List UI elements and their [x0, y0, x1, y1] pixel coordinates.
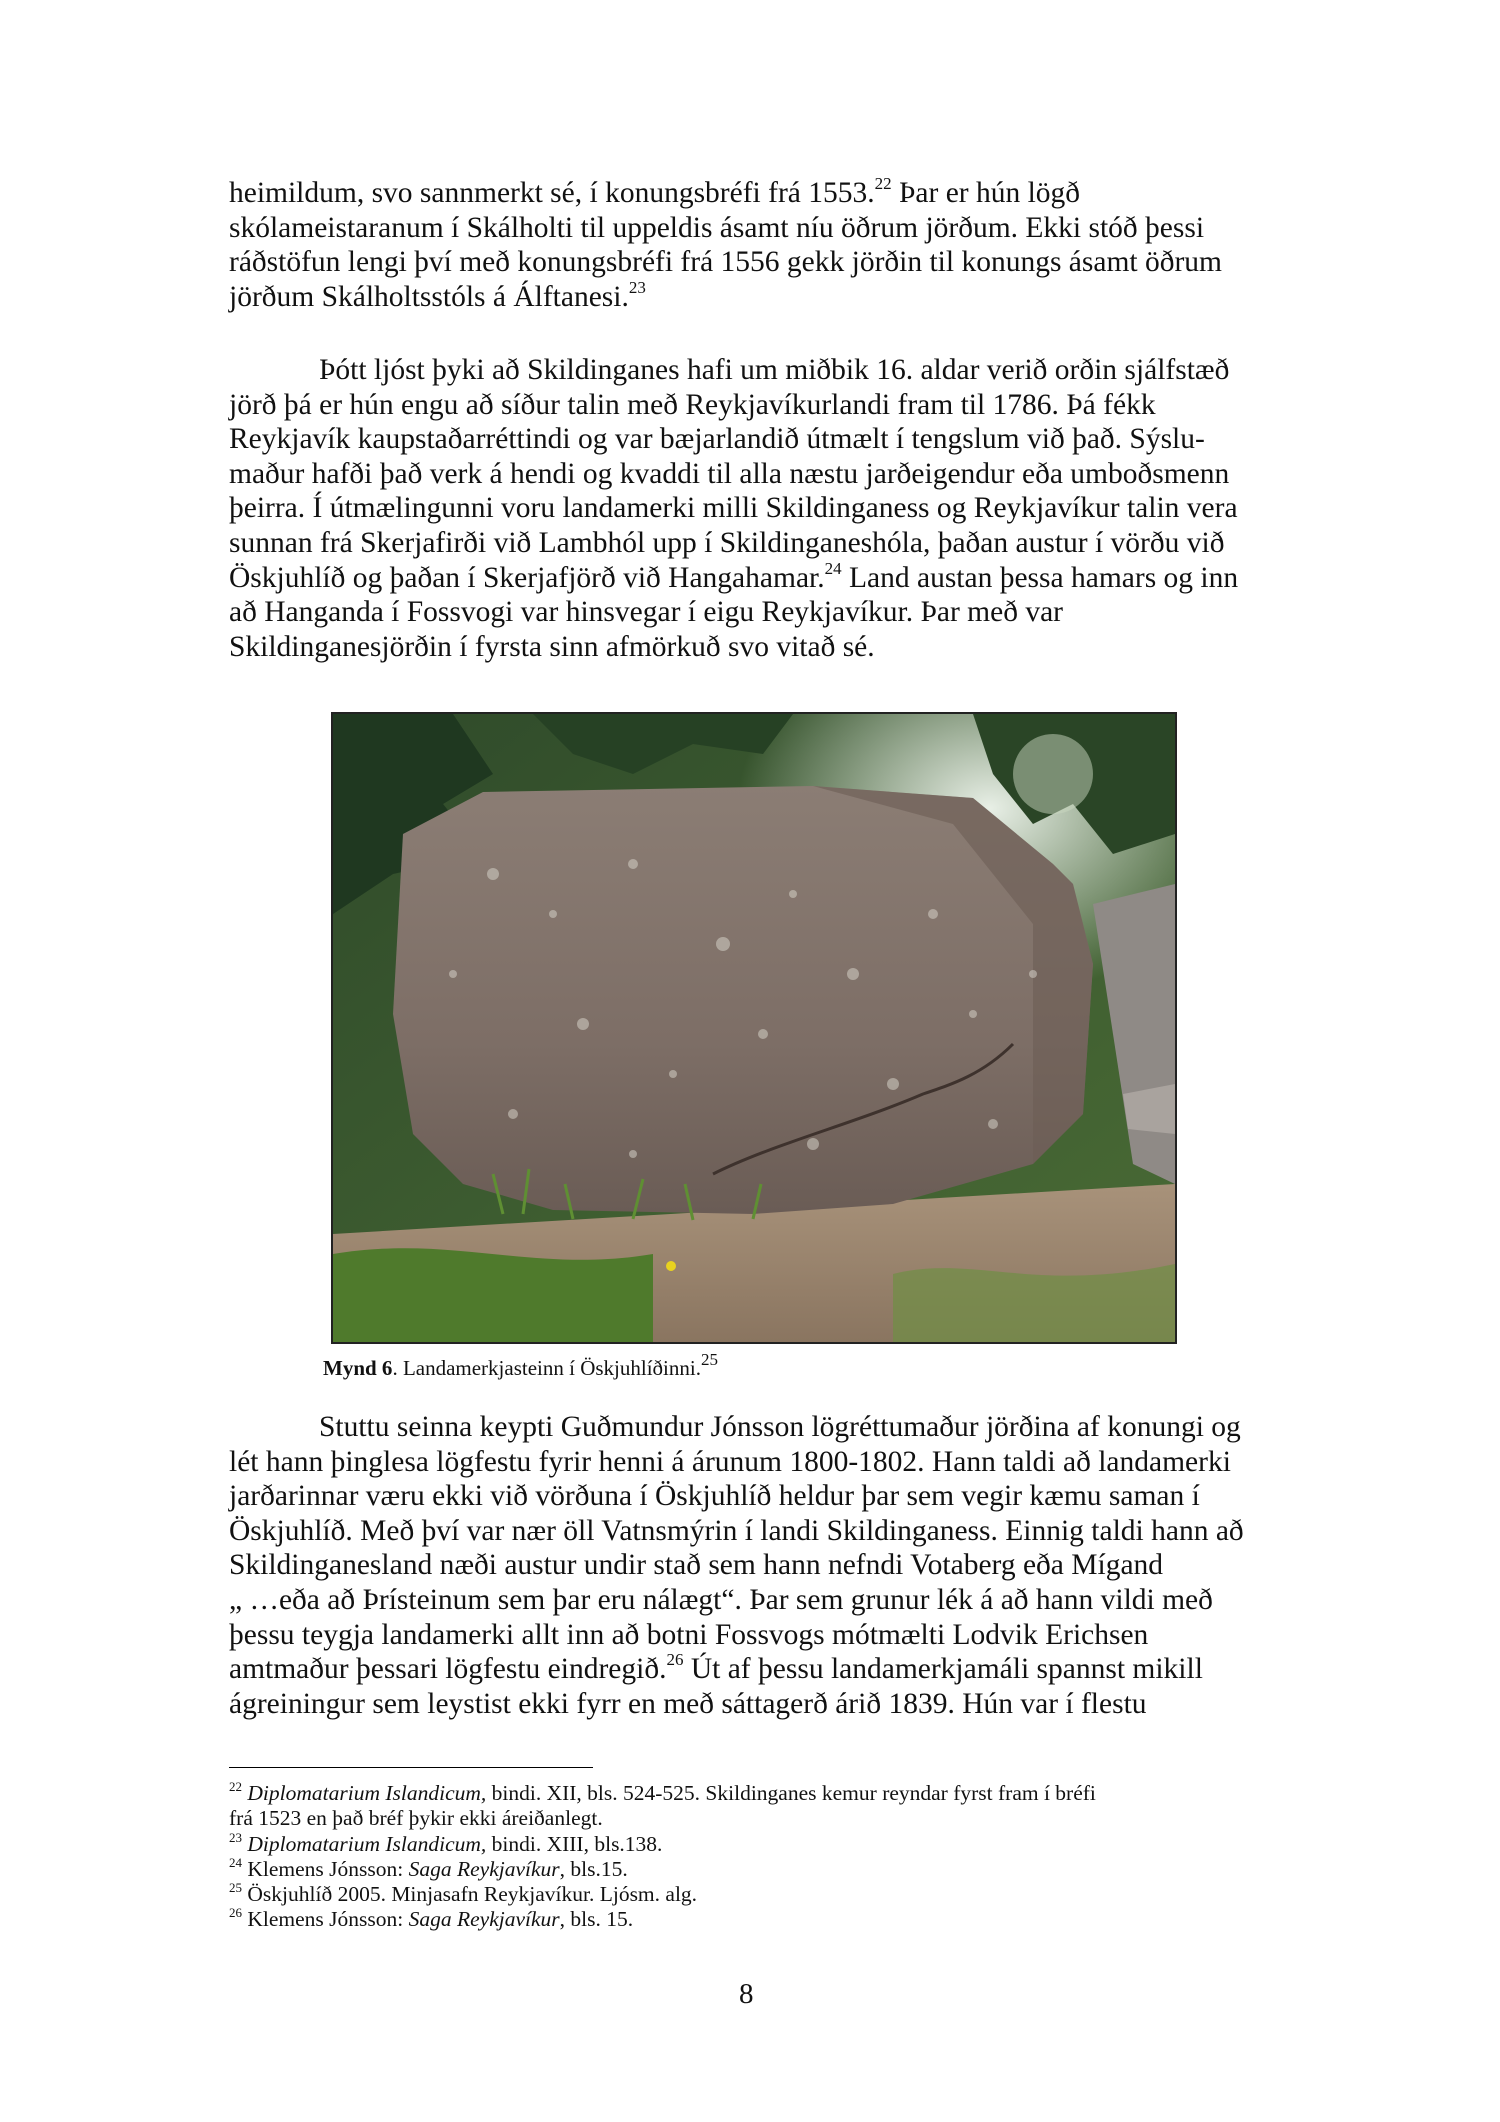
footnote-ref-24[interactable]: 24	[824, 558, 842, 578]
text-line: heimildum, svo sannmerkt sé, í konungsbréfi frá 1553.22 Þar er hún lögð	[229, 174, 1081, 209]
footnote-23: $^{23}$ Diplomatarium Islandicum, bindi. XIII, bls.138.	[229, 1829, 663, 1856]
figure-caption: Mynd 6. Landamerkjasteinn í Öskjuhlíðinni.$^{25}$	[323, 1350, 718, 1380]
text-line: skólameistaranum í Skálholti til uppeldis ásamt níu öðrum jörðum. Ekki stóð þessi	[229, 211, 1205, 244]
text-line: Reykjavík kaupstaðarréttindi og var bæjarlandið útmælt í tengslum við það. Sýslu-	[229, 423, 1205, 456]
text-line: ágreiningur sem leystist ekki fyrr en með sáttagerð árið 1839. Hún var í flestu	[229, 1687, 1147, 1720]
text-line: þeirra. Í útmælingunni voru landamerki milli Skildinganess og Reykjavíkur talin vera	[229, 492, 1238, 525]
text-line: Stuttu seinna keypti Guðmundur Jónsson lögréttumaður jörðina af konungi og	[319, 1411, 1241, 1443]
page-number: 8	[739, 1978, 754, 2010]
footnote-ref-22[interactable]: 22	[874, 174, 892, 194]
footnote-25: $^{25}$ Öskjuhlíð 2005. Minjasafn Reykjavíkur. Ljósm. alg.	[229, 1879, 698, 1906]
paragraph-1	[229, 176, 1289, 314]
text-line: lét hann þinglesa lögfestu fyrir henni á árunum 1800-1802. Hann taldi að landamerki	[229, 1445, 1231, 1478]
text-line: maður hafði það verk á hendi og kvaddi til alla næstu jarðeigendur eða umboðsmenn	[229, 457, 1230, 490]
text-line: jörð þá er hún engu að síður talin með Reykjavíkurlandi fram til 1786. Þá fékk	[229, 388, 1156, 421]
paragraph-2	[229, 353, 1289, 664]
text-line: Öskjuhlíð. Með því var nær öll Vatnsmýrin í landi Skildinganess. Einnig taldi hann að	[229, 1514, 1244, 1547]
text-line: amtmaður þessari lögfestu eindregið.$^{26}$ Út af þessu landamerkjamáli spannst mikill	[229, 1650, 1203, 1686]
text-line: „ …eða að Þrísteinum sem þar eru nálægt“. Þar sem grunur lék á að hann vildi með	[229, 1583, 1213, 1616]
text-line: ráðstöfun lengi því með konungsbréfi frá 1556 gekk jörðin til konungs ásamt öðrum	[229, 246, 1223, 279]
photo-illustration	[333, 714, 1175, 1342]
text-line: Skildinganesland næði austur undir stað sem hann nefndi Votaberg eða Mígand	[229, 1549, 1164, 1582]
text-line: sunnan frá Skerjafirði við Lambhól upp í Skildinganeshóla, þaðan austur í vörðu við	[229, 526, 1225, 559]
text-line: jörðum Skálholtsstóls á Álftanesi.$^{23}$	[229, 277, 646, 313]
text-line: Skildinganesjörðin í fyrsta sinn afmörkuð svo vitað sé.	[229, 630, 875, 663]
text-line: að Hanganda í Fossvogi var hinsvegar í eigu Reykjavíkur. Þar með var	[229, 596, 1064, 629]
footnote-22: $^{22}$ Diplomatarium Islandicum, bindi. XII, bls. 524-525. Skildinganes kemur reyndar fyrst fram í bréfi frá 1523 en það bréf þykir ekki áreiðanlegt.	[229, 1778, 1096, 1830]
footnote-separator	[229, 1767, 593, 1768]
text-line: Þótt ljóst þyki að Skildinganes hafi um miðbik 16. aldar verið orðin sjálfstæð	[319, 354, 1230, 386]
boundary-stone-photo	[331, 712, 1177, 1344]
text-line: Öskjuhlíð og þaðan í Skerjafjörð við Hangahamar.$^{24}$ Land austan þessa hamars og inn	[229, 558, 1239, 594]
footnote-24: $^{24}$ Klemens Jónsson: Saga Reykjavíkur, bls.15.	[229, 1854, 628, 1881]
footnote-ref-25[interactable]: 25	[700, 1350, 718, 1369]
figure-label: Mynd 6	[323, 1356, 393, 1380]
text-line: þessu teygja landamerki allt inn að botni Fossvogs mótmælti Lodvik Erichsen	[229, 1618, 1149, 1651]
footnote-26: $^{26}$ Klemens Jónsson: Saga Reykjavíkur, bls. 15.	[229, 1904, 634, 1931]
footnote-ref-23[interactable]: 23	[628, 277, 646, 297]
paragraph-3	[229, 1410, 1289, 1721]
footnote-ref-26[interactable]: 26	[666, 1650, 684, 1670]
text-line: jarðarinnar væru ekki við vörðuna í Öskjuhlíð heldur þar sem vegir kæmu saman í	[229, 1480, 1200, 1513]
